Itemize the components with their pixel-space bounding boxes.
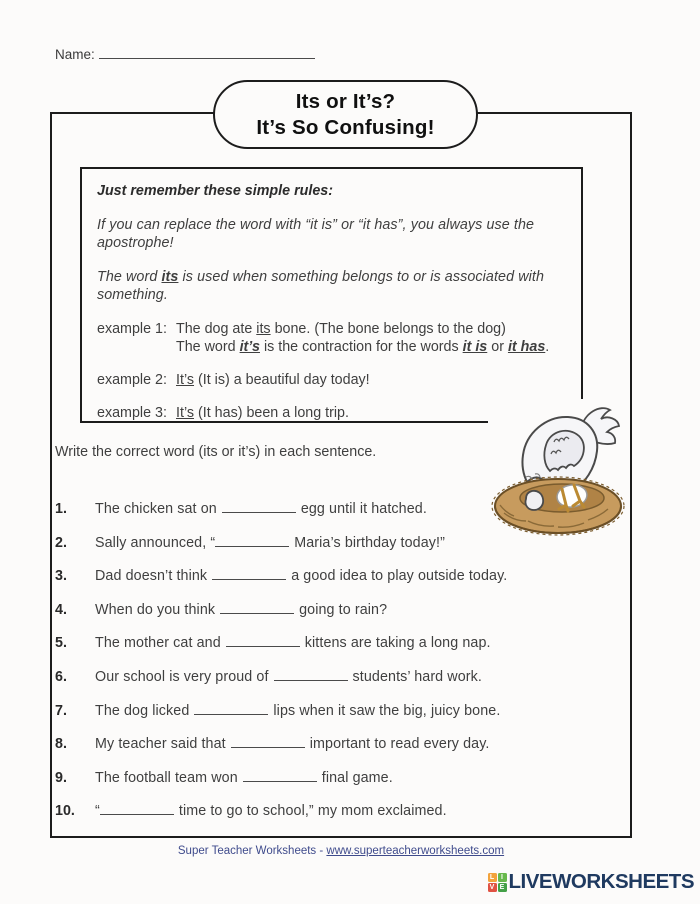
question-number: 1. xyxy=(55,501,67,517)
question-row-6: 6. Our school is very proud of students’ hard work. xyxy=(55,668,482,685)
answer-blank-4[interactable] xyxy=(220,601,294,614)
question-number: 9. xyxy=(55,769,67,786)
question-number: 3. xyxy=(55,568,67,585)
liveworksheets-wordmark: LIVEWORKSHEETS xyxy=(508,870,694,893)
name-field-row xyxy=(55,46,315,62)
question-row-7: 7. The dog licked lips when it saw the big, juicy bone. xyxy=(55,702,501,719)
rules-box xyxy=(80,167,583,423)
question-row-4: 4. When do you think going to rain? xyxy=(55,601,388,618)
rules-heading: Just remember these simple rules: xyxy=(97,183,333,199)
example-2-label: example 2: xyxy=(97,371,167,388)
worksheet-title-line2: It’s So Confusing! xyxy=(256,115,435,139)
name-label: Name: xyxy=(55,47,95,62)
question-row-8: 8. My teacher said that important to read every day. xyxy=(55,736,490,753)
answer-blank-2[interactable] xyxy=(215,534,289,547)
example-1-label: example 1: xyxy=(97,320,167,337)
answer-blank-8[interactable] xyxy=(231,735,305,748)
name-blank-line[interactable] xyxy=(99,46,315,59)
title-bubble xyxy=(213,80,478,149)
answer-blank-7[interactable] xyxy=(194,702,268,715)
question-number: 10. xyxy=(55,803,75,820)
question-number: 7. xyxy=(55,702,67,719)
question-row-10: 10. “ time to go to school,” my mom exclaimed. xyxy=(55,803,447,820)
answer-blank-1[interactable] xyxy=(222,500,296,513)
question-list xyxy=(55,500,600,836)
question-row-9: 9. The football team won final game. xyxy=(55,769,393,786)
source-link[interactable]: www.superteacherworksheets.com xyxy=(326,845,505,857)
rule-apostrophe: If you can replace the word with “it is” or “it has”, you always use the apostrophe! xyxy=(97,216,535,251)
instruction-text: Write the correct word (its or it’s) in each sentence. xyxy=(55,444,377,460)
question-number: 8. xyxy=(55,736,67,753)
question-row-3: 3. Dad doesn’t think a good idea to play outside today. xyxy=(55,568,508,585)
logo-square-l: L xyxy=(488,873,497,882)
answer-blank-10[interactable] xyxy=(100,802,174,815)
hen-on-nest-image xyxy=(488,399,629,536)
answer-blank-9[interactable] xyxy=(243,769,317,782)
source-attribution xyxy=(50,845,632,857)
rule-its-word: its xyxy=(161,268,179,285)
question-number: 2. xyxy=(55,534,67,551)
answer-blank-6[interactable] xyxy=(274,668,348,681)
question-row-5: 5. The mother cat and kittens are taking a long nap. xyxy=(55,635,491,652)
question-row-1: 1. The chicken sat on egg until it hatched. xyxy=(55,501,427,517)
answer-blank-5[interactable] xyxy=(226,634,300,647)
question-row-2: 2. Sally announced, “ Maria’s birthday today!” xyxy=(55,534,445,551)
answer-blank-3[interactable] xyxy=(212,567,286,580)
source-text: Super Teacher Worksheets - xyxy=(177,845,327,857)
liveworksheets-logo-icon xyxy=(488,873,507,892)
example-3-label: example 3: xyxy=(97,405,167,421)
rule-its: The word its is used when something belongs to or is associated with something. xyxy=(97,268,545,303)
example-1: example 1: The dog ate its bone. (The bone belongs to the dog) The word it’s is the contraction for the words it is or it has. xyxy=(97,320,550,355)
example-3: example 3: It’s (It has) been a long trip. xyxy=(97,405,349,421)
question-number: 4. xyxy=(55,601,67,618)
logo-square-v: V xyxy=(488,883,497,892)
hen-on-nest-illustration xyxy=(488,399,629,536)
logo-square-e: E xyxy=(498,883,507,892)
worksheet-title-line1: Its or It’s? xyxy=(295,89,396,113)
liveworksheets-brand[interactable] xyxy=(488,870,695,894)
question-number: 5. xyxy=(55,635,67,652)
question-number: 6. xyxy=(55,668,67,685)
example-2: example 2: It’s (It is) a beautiful day today! xyxy=(97,371,370,388)
logo-square-i: I xyxy=(498,873,507,882)
